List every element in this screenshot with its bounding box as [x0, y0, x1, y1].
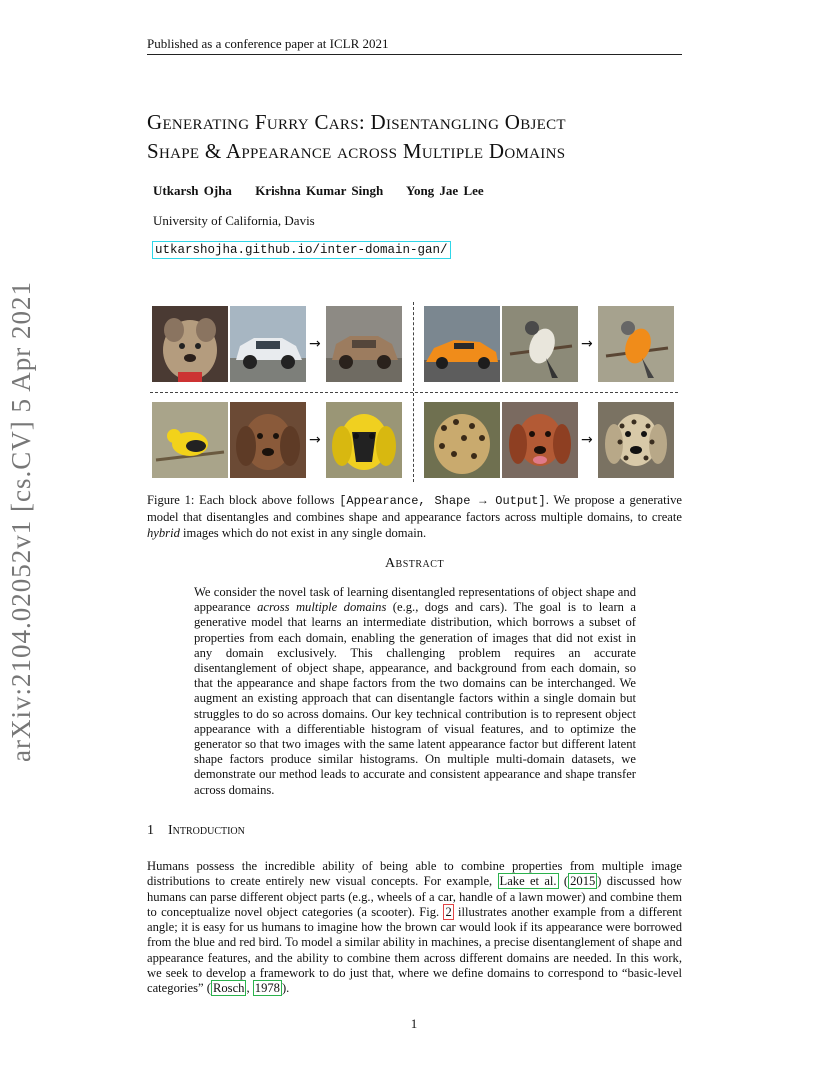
brown-dog-shape-image	[230, 402, 306, 478]
affiliation: University of California, Davis	[153, 213, 315, 228]
title-line-1: Generating Furry Cars: Disentangling Object	[147, 110, 566, 134]
intro-paragraph	[147, 859, 682, 997]
citation-link[interactable]: 2015	[570, 874, 596, 889]
caption-code: [Appearance, Shape → Output]	[339, 494, 546, 508]
author-name: Yong Jae Lee	[406, 183, 484, 198]
section-number: 1	[147, 823, 154, 838]
dog-appearance-image	[152, 306, 228, 382]
furry-car-output-image	[326, 306, 402, 382]
red-dog-shape-image	[502, 402, 578, 478]
page-number: 1	[410, 1016, 418, 1031]
header-rule	[147, 54, 682, 55]
body-text: ).	[281, 981, 290, 996]
arrow-icon: →	[309, 432, 321, 448]
car-shape-image	[230, 306, 306, 382]
bird-shape-image	[502, 306, 578, 382]
running-header: Published as a conference paper at ICLR 2021	[147, 36, 389, 51]
caption-emphasis: hybrid	[147, 526, 180, 540]
abstract-emphasis: across multiple domains	[257, 600, 387, 615]
project-url-link[interactable]: utkarshojha.github.io/inter-domain-gan/	[152, 241, 451, 259]
title-line-2: Shape & Appearance across Multiple Domains	[147, 139, 566, 163]
body-text: Humans possess the incredible ability of being able to combine properties from multiple image distributions to create entirely new visual concepts. For example,	[147, 859, 682, 889]
figure-caption	[147, 492, 682, 541]
arrow-icon: →	[581, 336, 593, 352]
abstract-text: We consider the novel task of learning disentangled representations of object shape and appearance	[194, 585, 636, 615]
author-name: Utkarsh Ojha	[153, 183, 232, 198]
abstract-text: (e.g., dogs and cars). The goal is to learn a generative model that learns an intermediate distribution, which borrows a subset of properties from each domain, enabling the generation of images that did not exist in any domain exclusively. This challenging problem requires an accurate disentanglement of object shape, appearance, and background from each domain, so that the appearance and shape factors from the two domains can be interchanged. We augment an existing approach that can disentangle factors within a single domain but struggles to do so across domains. Our key technical contribution is to represent object appearance with a differentiable histogram of visual features, and to optimize the generator so that two images with the same latent appearance factor but different latent shape factors produce similar histograms. On multiple multi-domain datasets, we demonstrate our method leads to accurate and consistent appearance and shape transfer across domains.	[194, 600, 636, 797]
leopard-appearance-image	[424, 402, 500, 478]
caption-text: images which do not exist in any single domain.	[179, 526, 427, 540]
caption-text: Figure 1: Each block above follows	[147, 493, 340, 507]
author-list	[153, 183, 502, 199]
body-text: illustrates another example from a different angle; it is easy for us humans to imagine how the brown car would look if its appearance were borrowed from the blue and red bird. To model a similar ability in machines, a precise disentanglement of shape and appearance features, and the ability to combine them across different domains are needed. In this work, we seek to develop a framework to do just that, where we define domains to correspond to “basic-level categories” (	[147, 904, 682, 996]
orange-bird-output-image	[598, 306, 674, 382]
spotted-dog-output-image	[598, 402, 674, 478]
abstract-heading: Abstract	[384, 556, 445, 571]
author-name: Krishna Kumar Singh	[255, 183, 384, 198]
section-heading	[147, 823, 245, 839]
body-text: (	[558, 874, 569, 889]
figure-ref-link[interactable]: 2	[445, 904, 452, 919]
figure-horizontal-divider	[150, 392, 678, 393]
body-text: ) discussed how humans can parse different object parts (e.g., wheels of a car, handle of a lawn mower) and combine them to conceptualize novel object categories (a scooter). Fig.	[147, 874, 683, 919]
arxiv-stamp: arXiv:2104.02052v1 [cs.CV] 5 Apr 2021	[6, 281, 36, 762]
caption-text: . We propose a generative model that disentangles and combines shape and appearance factors across multiple domains, to create	[147, 493, 683, 524]
citation-link[interactable]: 1978	[254, 981, 280, 996]
arrow-icon: →	[309, 336, 321, 352]
citation-link[interactable]: Rosch	[212, 981, 245, 996]
arrow-icon: →	[581, 432, 593, 448]
section-title: Introduction	[168, 823, 245, 838]
orange-car-appearance-image	[424, 306, 500, 382]
abstract-body	[194, 585, 636, 798]
citation-link[interactable]: Lake et al.	[499, 874, 557, 889]
paper-title	[147, 108, 707, 166]
body-text: ,	[246, 981, 253, 996]
yellow-bird-appearance-image	[152, 402, 228, 478]
yellow-dog-output-image	[326, 402, 402, 478]
